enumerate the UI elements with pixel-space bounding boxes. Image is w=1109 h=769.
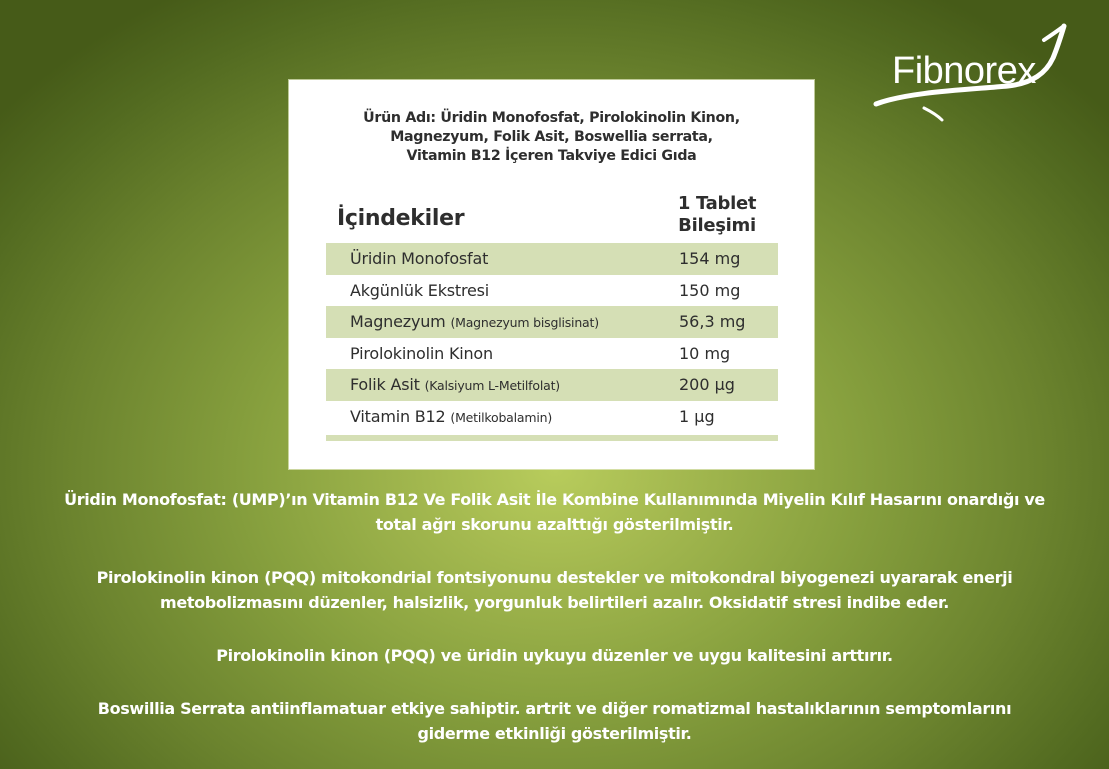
ingredient-name xyxy=(350,249,488,268)
table-row xyxy=(326,369,778,401)
ingredient-label: Folik Asit xyxy=(350,375,420,395)
ingredient-name xyxy=(350,344,493,363)
ingredient-note: (Metilkobalamin) xyxy=(450,409,553,425)
composition-header-line: Bileşimi xyxy=(678,215,756,236)
ingredient-amount: 150 mg xyxy=(679,280,741,300)
product-name-line: Ürün Adı: Üridin Monofosfat, Pirolokinolin Kinon, xyxy=(363,110,740,126)
ingredient-name xyxy=(350,375,560,394)
table-bottom-divider xyxy=(326,435,778,441)
description-sleep xyxy=(0,643,1109,668)
table-row xyxy=(326,306,778,338)
table-row xyxy=(326,338,778,370)
description-boswellia xyxy=(0,696,1109,746)
ingredients-header: İçindekiler xyxy=(337,206,465,231)
table-row xyxy=(326,275,778,307)
description-line: total ağrı skorunu azalttığı gösterilmiştir. xyxy=(375,515,734,534)
ingredient-name xyxy=(350,407,552,426)
composition-header xyxy=(667,193,767,237)
description-line: metobolizmasını düzenler, halsizlik, yorgunluk belirtileri azalır. Oksidatif stresi indibe eder. xyxy=(160,593,949,612)
table-row xyxy=(326,401,778,433)
ingredient-name xyxy=(350,312,599,331)
composition-header-line: 1 Tablet xyxy=(677,193,757,214)
description-pqq xyxy=(0,565,1109,615)
ingredient-amount: 200 µg xyxy=(679,375,735,395)
ingredient-note: (Kalsiyum L-Metilfolat) xyxy=(424,378,560,394)
description-line: Pirolokinolin kinon (PQQ) mitokondrial fontsiyonunu destekler ve mitokondral biyogenezi uyararak enerji xyxy=(96,568,1013,587)
ingredient-amount: 10 mg xyxy=(679,343,731,363)
description-line: giderme etkinliği gösterilmiştir. xyxy=(417,724,692,743)
table-row xyxy=(326,243,778,275)
ingredient-label: Akgünlük Ekstresi xyxy=(350,280,490,300)
ingredient-label: Magnezyum xyxy=(350,312,446,332)
ingredient-amount: 154 mg xyxy=(679,249,741,269)
logo-text: Fibnorex xyxy=(892,50,1036,92)
ingredient-name xyxy=(350,281,489,300)
product-name xyxy=(289,109,814,166)
ingredient-label: Üridin Monofosfat xyxy=(350,249,489,269)
product-info-card xyxy=(289,80,814,469)
ingredient-note: (Magnezyum bisglisinat) xyxy=(450,315,599,331)
ingredient-amount: 56,3 mg xyxy=(679,312,746,332)
description-line: Boswillia Serrata antiinflamatuar etkiye sahiptir. artrit ve diğer romatizmal hastalıklarının semptomlarını xyxy=(97,699,1012,718)
brand-logo xyxy=(868,18,1083,123)
description-line: Pirolokinolin kinon (PQQ) ve üridin uykuyu düzenler ve uygu kalitesini arttırır. xyxy=(216,646,893,665)
ingredient-label: Vitamin B12 xyxy=(350,406,446,426)
ingredient-label: Pirolokinolin Kinon xyxy=(350,343,493,363)
product-name-line: Magnezyum, Folik Asit, Boswellia serrata, xyxy=(390,129,713,145)
ingredient-amount: 1 µg xyxy=(679,406,715,426)
description-ump xyxy=(0,487,1109,537)
description-line: Üridin Monofosfat: (UMP)’ın Vitamin B12 Ve Folik Asit İle Kombine Kullanımında Miyelin Kılıf Hasarını onardığı ve xyxy=(64,490,1045,509)
product-name-line: Vitamin B12 İçeren Takviye Edici Gıda xyxy=(406,148,697,164)
benefit-descriptions xyxy=(0,487,1109,746)
ingredients-table xyxy=(326,243,778,432)
